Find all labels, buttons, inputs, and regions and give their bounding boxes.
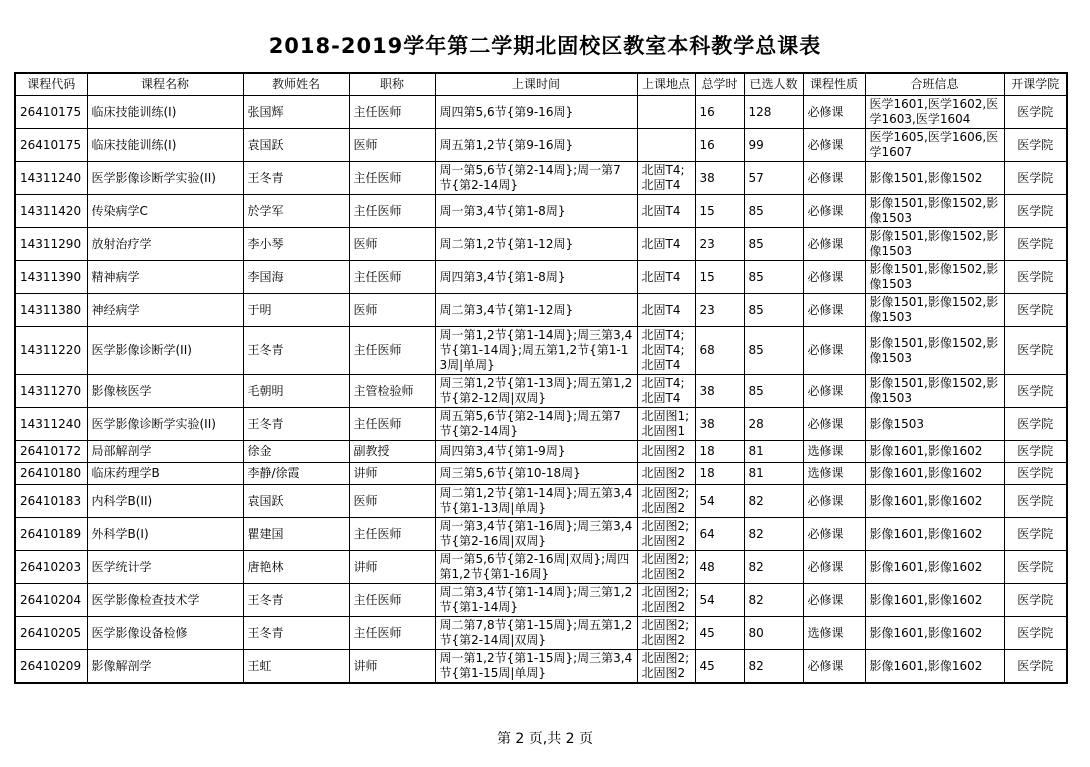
cell-title: 主任医师 [349,518,435,551]
cell-enrolled: 57 [744,162,803,195]
cell-code: 26410183 [15,485,87,518]
cell-enrolled: 82 [744,551,803,584]
cell-combined: 医学1601,医学1602,医学1603,医学1604 [865,96,1004,129]
cell-hours: 16 [695,129,744,162]
cell-name: 精神病学 [87,261,243,294]
table-row [15,441,1067,463]
page-title: 2018-2019学年第二学期北固校区教室本科教学总课表 [268,34,822,58]
cell-name: 影像解剖学 [87,650,243,684]
cell-title: 医师 [349,129,435,162]
cell-teacher: 张国辉 [243,96,349,129]
cell-hours: 45 [695,617,744,650]
column-header-nature: 课程性质 [803,73,865,96]
cell-hours: 68 [695,327,744,375]
cell-code: 26410172 [15,441,87,463]
cell-hours: 23 [695,294,744,327]
table-row [15,129,1067,162]
cell-hours: 23 [695,228,744,261]
cell-title: 主任医师 [349,327,435,375]
cell-teacher: 李静/徐霞 [243,463,349,485]
cell-location: 北固T4 [637,261,695,294]
cell-name: 影像核医学 [87,375,243,408]
cell-college: 医学院 [1004,195,1067,228]
table-row [15,408,1067,441]
cell-location [637,129,695,162]
cell-nature: 必修课 [803,228,865,261]
cell-code: 14311240 [15,408,87,441]
cell-location: 北固图2;北固图2 [637,518,695,551]
cell-hours: 15 [695,261,744,294]
cell-enrolled: 85 [744,195,803,228]
table-row [15,485,1067,518]
cell-enrolled: 85 [744,375,803,408]
cell-combined: 影像1601,影像1602 [865,584,1004,617]
cell-combined: 影像1601,影像1602 [865,518,1004,551]
cell-teacher: 唐艳林 [243,551,349,584]
cell-nature: 选修课 [803,463,865,485]
cell-title: 主任医师 [349,584,435,617]
cell-college: 医学院 [1004,485,1067,518]
course-table [14,72,1068,684]
cell-combined: 影像1503 [865,408,1004,441]
cell-enrolled: 82 [744,650,803,684]
cell-college: 医学院 [1004,327,1067,375]
cell-combined: 医学1605,医学1606,医学1607 [865,129,1004,162]
cell-teacher: 于明 [243,294,349,327]
cell-title: 主任医师 [349,195,435,228]
cell-hours: 18 [695,463,744,485]
cell-location: 北固T4 [637,294,695,327]
cell-nature: 选修课 [803,617,865,650]
cell-location: 北固T4;北固T4;北固T4 [637,327,695,375]
cell-code: 26410203 [15,551,87,584]
cell-time: 周二第7,8节{第1-15周};周五第1,2节{第2-14周|双周} [435,617,637,650]
cell-nature: 必修课 [803,518,865,551]
cell-college: 医学院 [1004,617,1067,650]
cell-time: 周一第5,6节{第2-16周|双周};周四第1,2节{第1-16周} [435,551,637,584]
cell-title: 主任医师 [349,96,435,129]
cell-teacher: 瞿建国 [243,518,349,551]
column-header-title: 职称 [349,73,435,96]
column-header-enrolled: 已选人数 [744,73,803,96]
table-row [15,551,1067,584]
cell-name: 医学影像诊断学(II) [87,327,243,375]
cell-code: 14311420 [15,195,87,228]
cell-college: 医学院 [1004,96,1067,129]
column-header-code: 课程代码 [15,73,87,96]
cell-title: 主任医师 [349,617,435,650]
cell-time: 周一第3,4节{第1-16周};周三第3,4节{第2-16周|双周} [435,518,637,551]
cell-code: 14311380 [15,294,87,327]
cell-college: 医学院 [1004,551,1067,584]
cell-college: 医学院 [1004,408,1067,441]
cell-time: 周二第3,4节{第1-12周} [435,294,637,327]
cell-enrolled: 80 [744,617,803,650]
cell-hours: 45 [695,650,744,684]
cell-code: 26410175 [15,129,87,162]
cell-nature: 必修课 [803,294,865,327]
cell-time: 周一第5,6节{第2-14周};周一第7节{第2-14周} [435,162,637,195]
cell-teacher: 王冬青 [243,584,349,617]
cell-location: 北固T4;北固T4 [637,375,695,408]
cell-teacher: 袁国跃 [243,485,349,518]
cell-location [637,96,695,129]
cell-combined: 影像1501,影像1502 [865,162,1004,195]
cell-nature: 选修课 [803,441,865,463]
cell-college: 医学院 [1004,584,1067,617]
cell-title: 讲师 [349,650,435,684]
cell-college: 医学院 [1004,129,1067,162]
cell-hours: 18 [695,441,744,463]
cell-name: 神经病学 [87,294,243,327]
cell-location: 北固图2;北固图2 [637,485,695,518]
cell-time: 周四第5,6节{第9-16周} [435,96,637,129]
cell-name: 临床技能训练(I) [87,96,243,129]
cell-name: 临床药理学B [87,463,243,485]
cell-college: 医学院 [1004,228,1067,261]
cell-nature: 必修课 [803,375,865,408]
cell-name: 医学影像设备检修 [87,617,243,650]
cell-nature: 必修课 [803,485,865,518]
cell-name: 内科学B(II) [87,485,243,518]
cell-nature: 必修课 [803,195,865,228]
cell-college: 医学院 [1004,261,1067,294]
cell-location: 北固图2;北固图2 [637,551,695,584]
table-row [15,650,1067,684]
table-row [15,584,1067,617]
cell-name: 传染病学C [87,195,243,228]
cell-nature: 必修课 [803,96,865,129]
column-header-college: 开课学院 [1004,73,1067,96]
table-row [15,617,1067,650]
cell-hours: 54 [695,485,744,518]
cell-enrolled: 81 [744,441,803,463]
cell-title: 主任医师 [349,261,435,294]
table-row [15,463,1067,485]
cell-code: 26410180 [15,463,87,485]
cell-code: 14311240 [15,162,87,195]
cell-teacher: 袁国跃 [243,129,349,162]
cell-name: 外科学B(I) [87,518,243,551]
cell-hours: 38 [695,408,744,441]
cell-code: 26410189 [15,518,87,551]
table-row [15,518,1067,551]
table-body [15,96,1067,684]
cell-location: 北固图2;北固图2 [637,650,695,684]
table-row [15,228,1067,261]
cell-location: 北固图2 [637,441,695,463]
cell-time: 周二第1,2节{第1-14周};周五第3,4节{第1-13周|单周} [435,485,637,518]
cell-location: 北固图1;北固图1 [637,408,695,441]
cell-teacher: 王虹 [243,650,349,684]
cell-name: 医学影像诊断学实验(II) [87,162,243,195]
column-header-time: 上课时间 [435,73,637,96]
cell-time: 周一第1,2节{第1-15周};周三第3,4节{第1-15周|单周} [435,650,637,684]
cell-title: 医师 [349,485,435,518]
table-row [15,327,1067,375]
cell-enrolled: 128 [744,96,803,129]
cell-combined: 影像1601,影像1602 [865,551,1004,584]
cell-college: 医学院 [1004,463,1067,485]
cell-time: 周五第1,2节{第9-16周} [435,129,637,162]
table-row [15,261,1067,294]
cell-combined: 影像1601,影像1602 [865,463,1004,485]
cell-enrolled: 85 [744,228,803,261]
cell-teacher: 李小琴 [243,228,349,261]
cell-time: 周二第1,2节{第1-12周} [435,228,637,261]
cell-combined: 影像1501,影像1502,影像1503 [865,195,1004,228]
cell-combined: 影像1501,影像1502,影像1503 [865,294,1004,327]
cell-enrolled: 85 [744,261,803,294]
cell-teacher: 王冬青 [243,162,349,195]
cell-time: 周五第5,6节{第2-14周};周五第7节{第2-14周} [435,408,637,441]
cell-combined: 影像1501,影像1502,影像1503 [865,327,1004,375]
cell-nature: 必修课 [803,129,865,162]
cell-nature: 必修课 [803,261,865,294]
table-row [15,375,1067,408]
cell-teacher: 王冬青 [243,408,349,441]
cell-nature: 必修课 [803,162,865,195]
table-row [15,96,1067,129]
cell-location: 北固图2 [637,463,695,485]
cell-combined: 影像1501,影像1502,影像1503 [865,228,1004,261]
cell-code: 14311270 [15,375,87,408]
cell-nature: 必修课 [803,327,865,375]
column-header-location: 上课地点 [637,73,695,96]
table-row [15,294,1067,327]
cell-title: 讲师 [349,551,435,584]
cell-enrolled: 28 [744,408,803,441]
cell-location: 北固T4 [637,228,695,261]
cell-code: 14311220 [15,327,87,375]
cell-combined: 影像1501,影像1502,影像1503 [865,375,1004,408]
cell-college: 医学院 [1004,650,1067,684]
cell-enrolled: 82 [744,518,803,551]
cell-hours: 54 [695,584,744,617]
cell-combined: 影像1601,影像1602 [865,485,1004,518]
cell-enrolled: 81 [744,463,803,485]
cell-code: 26410205 [15,617,87,650]
cell-hours: 48 [695,551,744,584]
cell-combined: 影像1501,影像1502,影像1503 [865,261,1004,294]
cell-combined: 影像1601,影像1602 [865,441,1004,463]
cell-name: 局部解剖学 [87,441,243,463]
cell-college: 医学院 [1004,518,1067,551]
column-header-teacher: 教师姓名 [243,73,349,96]
cell-nature: 必修课 [803,584,865,617]
cell-time: 周二第3,4节{第1-14周};周三第1,2节{第1-14周} [435,584,637,617]
cell-enrolled: 82 [744,584,803,617]
cell-combined: 影像1601,影像1602 [865,650,1004,684]
table-row [15,195,1067,228]
cell-time: 周一第1,2节{第1-14周};周三第3,4节{第1-14周};周五第1,2节{第1-13周|单周} [435,327,637,375]
cell-location: 北固T4 [637,195,695,228]
cell-name: 医学影像检查技术学 [87,584,243,617]
cell-combined: 影像1601,影像1602 [865,617,1004,650]
cell-name: 放射治疗学 [87,228,243,261]
cell-teacher: 毛朝明 [243,375,349,408]
cell-enrolled: 85 [744,294,803,327]
cell-hours: 15 [695,195,744,228]
cell-enrolled: 99 [744,129,803,162]
cell-teacher: 王冬青 [243,327,349,375]
cell-enrolled: 82 [744,485,803,518]
cell-title: 主任医师 [349,408,435,441]
cell-name: 临床技能训练(I) [87,129,243,162]
cell-location: 北固图2;北固图2 [637,584,695,617]
cell-teacher: 李国海 [243,261,349,294]
table-row [15,162,1067,195]
cell-college: 医学院 [1004,441,1067,463]
cell-enrolled: 85 [744,327,803,375]
cell-time: 周三第1,2节{第1-13周};周五第1,2节{第2-12周|双周} [435,375,637,408]
cell-nature: 必修课 [803,408,865,441]
column-header-combined: 合班信息 [865,73,1004,96]
cell-code: 14311390 [15,261,87,294]
table-head-row [15,73,1067,96]
cell-time: 周四第3,4节{第1-9周} [435,441,637,463]
cell-name: 医学统计学 [87,551,243,584]
cell-title: 主任医师 [349,162,435,195]
cell-college: 医学院 [1004,375,1067,408]
column-header-hours: 总学时 [695,73,744,96]
cell-nature: 必修课 [803,650,865,684]
cell-hours: 64 [695,518,744,551]
cell-code: 26410209 [15,650,87,684]
page-number: 第 2 页,共 2 页 [496,731,594,747]
cell-teacher: 於学军 [243,195,349,228]
cell-name: 医学影像诊断学实验(II) [87,408,243,441]
cell-teacher: 王冬青 [243,617,349,650]
cell-hours: 38 [695,375,744,408]
cell-title: 医师 [349,228,435,261]
cell-title: 医师 [349,294,435,327]
cell-location: 北固图2;北固图2 [637,617,695,650]
cell-location: 北固T4;北固T4 [637,162,695,195]
cell-hours: 16 [695,96,744,129]
cell-title: 讲师 [349,463,435,485]
cell-nature: 必修课 [803,551,865,584]
cell-time: 周三第5,6节{第10-18周} [435,463,637,485]
cell-time: 周四第3,4节{第1-8周} [435,261,637,294]
cell-college: 医学院 [1004,294,1067,327]
cell-title: 主管检验师 [349,375,435,408]
cell-teacher: 徐金 [243,441,349,463]
cell-code: 14311290 [15,228,87,261]
cell-time: 周一第3,4节{第1-8周} [435,195,637,228]
cell-code: 26410175 [15,96,87,129]
cell-title: 副教授 [349,441,435,463]
column-header-name: 课程名称 [87,73,243,96]
cell-college: 医学院 [1004,162,1067,195]
cell-hours: 38 [695,162,744,195]
cell-code: 26410204 [15,584,87,617]
